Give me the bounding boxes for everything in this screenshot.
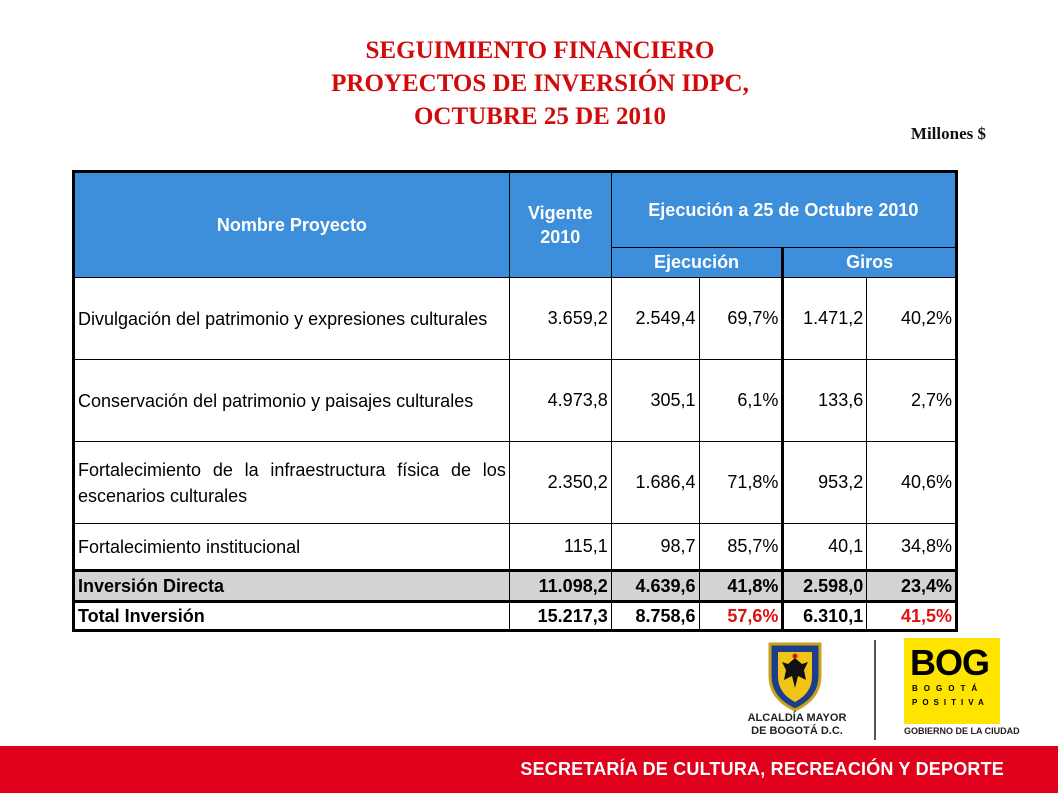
alcaldia-label xyxy=(740,712,854,738)
header-nombre-proyecto: Nombre Proyecto xyxy=(74,172,510,278)
giros-value: 953,2 xyxy=(783,442,867,524)
ejecucion-percent: 57,6% xyxy=(699,602,783,631)
giros-percent: 40,2% xyxy=(867,278,957,360)
header-giros: Giros xyxy=(783,248,957,278)
ejecucion-value: 305,1 xyxy=(611,360,699,442)
footer-bar xyxy=(0,746,1058,793)
giros-value: 1.471,2 xyxy=(783,278,867,360)
alcaldia-line-1: ALCALDÍA MAYOR xyxy=(747,712,847,724)
project-name: Fortalecimiento de la infraestructura física de los escenarios culturales xyxy=(74,442,510,524)
vigente-value: 15.217,3 xyxy=(509,602,611,631)
financial-table xyxy=(72,170,958,632)
giros-value: 2.598,0 xyxy=(783,571,867,602)
ejecucion-percent: 41,8% xyxy=(699,571,783,602)
table-row xyxy=(74,442,957,524)
bog-line-2: POSITIVA xyxy=(912,698,989,707)
ejecucion-value: 2.549,4 xyxy=(611,278,699,360)
page-title xyxy=(240,34,840,133)
footer-text: SECRETARÍA DE CULTURA, RECREACIÓN Y DEPORTE xyxy=(520,759,1004,779)
ejecucion-percent: 71,8% xyxy=(699,442,783,524)
total-row xyxy=(74,602,957,631)
ejecucion-percent: 69,7% xyxy=(699,278,783,360)
giros-percent: 41,5% xyxy=(867,602,957,631)
inversion-directa-row xyxy=(74,571,957,602)
project-name: Fortalecimiento institucional xyxy=(74,524,510,571)
giros-percent: 34,8% xyxy=(867,524,957,571)
title-line-1: SEGUIMIENTO FINANCIERO xyxy=(365,37,715,64)
alcaldia-line-2: DE BOGOTÁ D.C. xyxy=(751,725,843,737)
table-row xyxy=(74,360,957,442)
vigente-value: 3.659,2 xyxy=(509,278,611,360)
ejecucion-value: 98,7 xyxy=(611,524,699,571)
giros-percent: 23,4% xyxy=(867,571,957,602)
table-row xyxy=(74,278,957,360)
title-line-2: PROYECTOS DE INVERSIÓN IDPC, xyxy=(331,70,749,97)
header-ejecucion: Ejecución xyxy=(611,248,783,278)
vigente-value: 4.973,8 xyxy=(509,360,611,442)
ejecucion-value: 1.686,4 xyxy=(611,442,699,524)
vigente-value: 11.098,2 xyxy=(509,571,611,602)
ejecucion-percent: 85,7% xyxy=(699,524,783,571)
header-ejecucion-group: Ejecución a 25 de Octubre 2010 xyxy=(611,172,956,248)
vigente-value: 115,1 xyxy=(509,524,611,571)
logo-divider xyxy=(874,640,876,740)
project-name: Divulgación del patrimonio y expresiones culturales xyxy=(74,278,510,360)
coat-of-arms-icon xyxy=(764,640,826,712)
giros-value: 6.310,1 xyxy=(783,602,867,631)
ejecucion-percent: 6,1% xyxy=(699,360,783,442)
giros-value: 40,1 xyxy=(783,524,867,571)
table-row xyxy=(74,524,957,571)
units-label: Millones $ xyxy=(910,124,986,143)
ejecucion-value: 8.758,6 xyxy=(611,602,699,631)
giros-percent: 2,7% xyxy=(867,360,957,442)
header-vigente: Vigente 2010 xyxy=(509,172,611,278)
ejecucion-value: 4.639,6 xyxy=(611,571,699,602)
logos-block xyxy=(740,636,1020,742)
project-name: Conservación del patrimonio y paisajes culturales xyxy=(74,360,510,442)
bog-line-1: BOGOTÁ xyxy=(912,684,984,693)
title-line-3: OCTUBRE 25 DE 2010 xyxy=(413,103,667,130)
giros-percent: 40,6% xyxy=(867,442,957,524)
inversion-directa-label: Inversión Directa xyxy=(74,571,510,602)
bog-wordmark: BOG xyxy=(910,642,990,683)
total-label: Total Inversión xyxy=(74,602,510,631)
giros-value: 133,6 xyxy=(783,360,867,442)
bogota-positiva-logo xyxy=(904,638,1000,724)
vigente-value: 2.350,2 xyxy=(509,442,611,524)
gobierno-label: GOBIERNO DE LA CIUDAD xyxy=(904,726,1020,736)
